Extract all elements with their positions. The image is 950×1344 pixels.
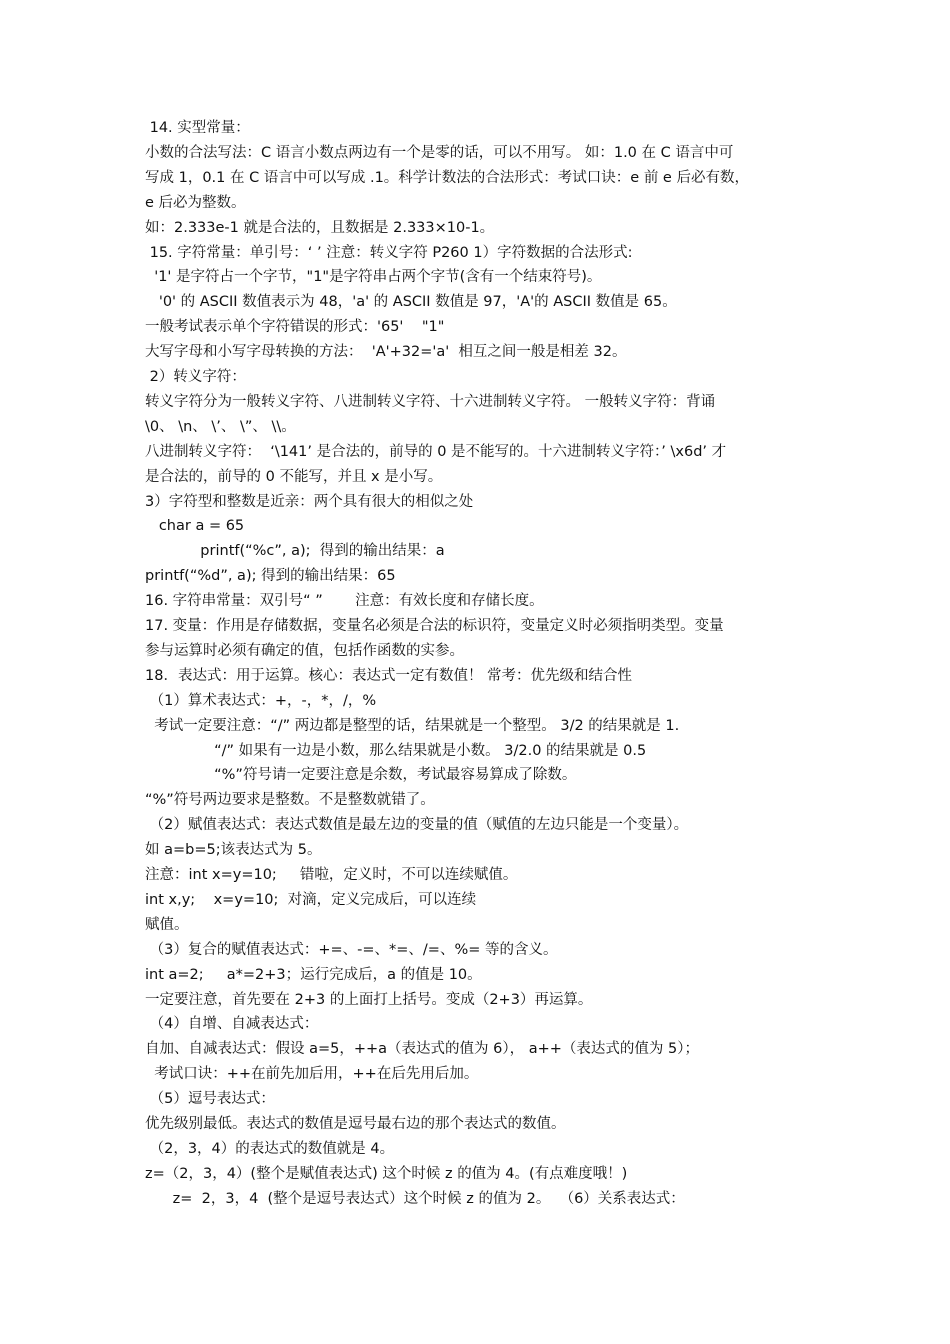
text-line: “%”符号两边要求是整数。不是整数就错了。 [145, 792, 435, 809]
text-line: 考试一定要注意：“/” 两边都是整型的话，结果就是一个整型。 3/2 的结果就是 1. [145, 717, 680, 734]
text-line: z= 2，3，4 (整个是逗号表达式）这个时候 z 的值为 2。 （6）关系表达式： [145, 1190, 685, 1207]
text-line: 15. 字符常量：单引号：‘ ’ 注意：转义字符 P260 1）字符数据的合法形式: [145, 244, 633, 261]
text-line: \0、 \n、 \’、 \”、 \\。 [145, 418, 296, 435]
text-line: 一般考试表示单个字符错误的形式：'65' "1" [145, 319, 445, 336]
text-line: 赋值。 [145, 916, 189, 933]
text-line: 参与运算时必须有确定的值，包括作函数的实参。 [145, 642, 464, 659]
text-line: （2，3，4）的表达式的数值就是 4。 [145, 1140, 395, 1157]
text-line: 注意：int x=y=10; 错啦，定义时，不可以连续赋值。 [145, 867, 518, 883]
text-line: 大写字母和小写字母转换的方法： 'A'+32='a' 相互之间一般是相差 32。 [145, 344, 627, 361]
text-line: z=（2，3，4）(整个是赋值表达式) 这个时候 z 的值为 4。(有点难度哦！) [145, 1165, 628, 1182]
text-line: printf(“%d”, a); 得到的输出结果：65 [145, 568, 396, 585]
text-line: char a = 65 [145, 518, 245, 535]
text-line: 16. 字符串常量：双引号“ ” 注意：有效长度和存储长度。 [145, 593, 544, 610]
text-line: （2）赋值表达式：表达式数值是最左边的变量的值（赋值的左边只能是一个变量）。 [145, 817, 689, 834]
text-line: 写成 1，0.1 在 C 语言中可以写成 .1。科学计数法的合法形式：考试口诀：e 前 e 后必有数， [145, 169, 749, 186]
text-line: （3）复合的赋值表达式：+=、-=、*=、/=、%= 等的含义。 [145, 941, 558, 958]
text-line: 3）字符型和整数是近亲：两个具有很大的相似之处 [145, 493, 474, 510]
text-line: “/” 如果有一边是小数，那么结果就是小数。 3/2.0 的结果就是 0.5 [145, 742, 647, 759]
text-line: 优先级别最低。表达式的数值是逗号最右边的那个表达式的数值。 [145, 1116, 566, 1132]
text-line: int a=2; a*=2+3；运行完成后，a 的值是 10。 [145, 966, 482, 983]
text-line: 2）转义字符： [145, 369, 246, 385]
text-line: 如 a=b=5;该表达式为 5。 [145, 842, 322, 859]
text-line: '1' 是字符占一个字节，"1"是字符串占两个字节(含有一个结束符号)。 [145, 269, 602, 286]
text-line: 14. 实型常量： [145, 120, 250, 136]
text-line: 自加、自减表达式：假设 a=5，++a（表达式的值为 6）， a++（表达式的值为 5）； [145, 1041, 700, 1058]
text-line: 是合法的，前导的 0 不能写，并且 x 是小写。 [145, 468, 443, 485]
text-line: （1）算术表达式：+，-，*，/，% [145, 692, 377, 709]
text-line: （5）逗号表达式： [145, 1091, 275, 1108]
text-line: 如：2.333e-1 就是合法的，且数据是 2.333×10-1。 [145, 219, 495, 236]
text-line: 转义字符分为一般转义字符、八进制转义字符、十六进制转义字符。 一般转义字符：背诵 [145, 393, 716, 410]
text-line: printf(“%c”, a); 得到的输出结果：a [145, 543, 445, 560]
text-line: '0' 的 ASCII 数值表示为 48，'a' 的 ASCII 数值是 97，'A'的 ASCII 数值是 65。 [145, 294, 677, 311]
text-line: int x,y; x=y=10; 对滴，定义完成后，可以连续 [145, 891, 477, 908]
text-line: 18．表达式：用于运算。核心：表达式一定有数值！ 常考：优先级和结合性 [145, 667, 633, 684]
text-line: 考试口诀：++在前先加后用，++在后先用后加。 [145, 1066, 479, 1083]
text-line: e 后必为整数。 [145, 194, 246, 211]
text-line: 17. 变量：作用是存储数据，变量名必须是合法的标识符，变量定义时必须指明类型。变量 [145, 618, 724, 634]
text-line: 八进制转义字符： ‘\141’ 是合法的，前导的 0 是不能写的。十六进制转义字符：’ \x6d’ 才 [145, 443, 727, 460]
text-line: 小数的合法写法：C 语言小数点两边有一个是零的话，可以不用写。 如：1.0 在 C 语言中可 [145, 144, 734, 161]
text-line: （4）自增、自减表达式： [145, 1016, 319, 1033]
text-line: 一定要注意，首先要在 2+3 的上面打上括号。变成（2+3）再运算。 [145, 991, 593, 1008]
text-line: “%”符号请一定要注意是余数，考试最容易算成了除数。 [145, 767, 577, 784]
